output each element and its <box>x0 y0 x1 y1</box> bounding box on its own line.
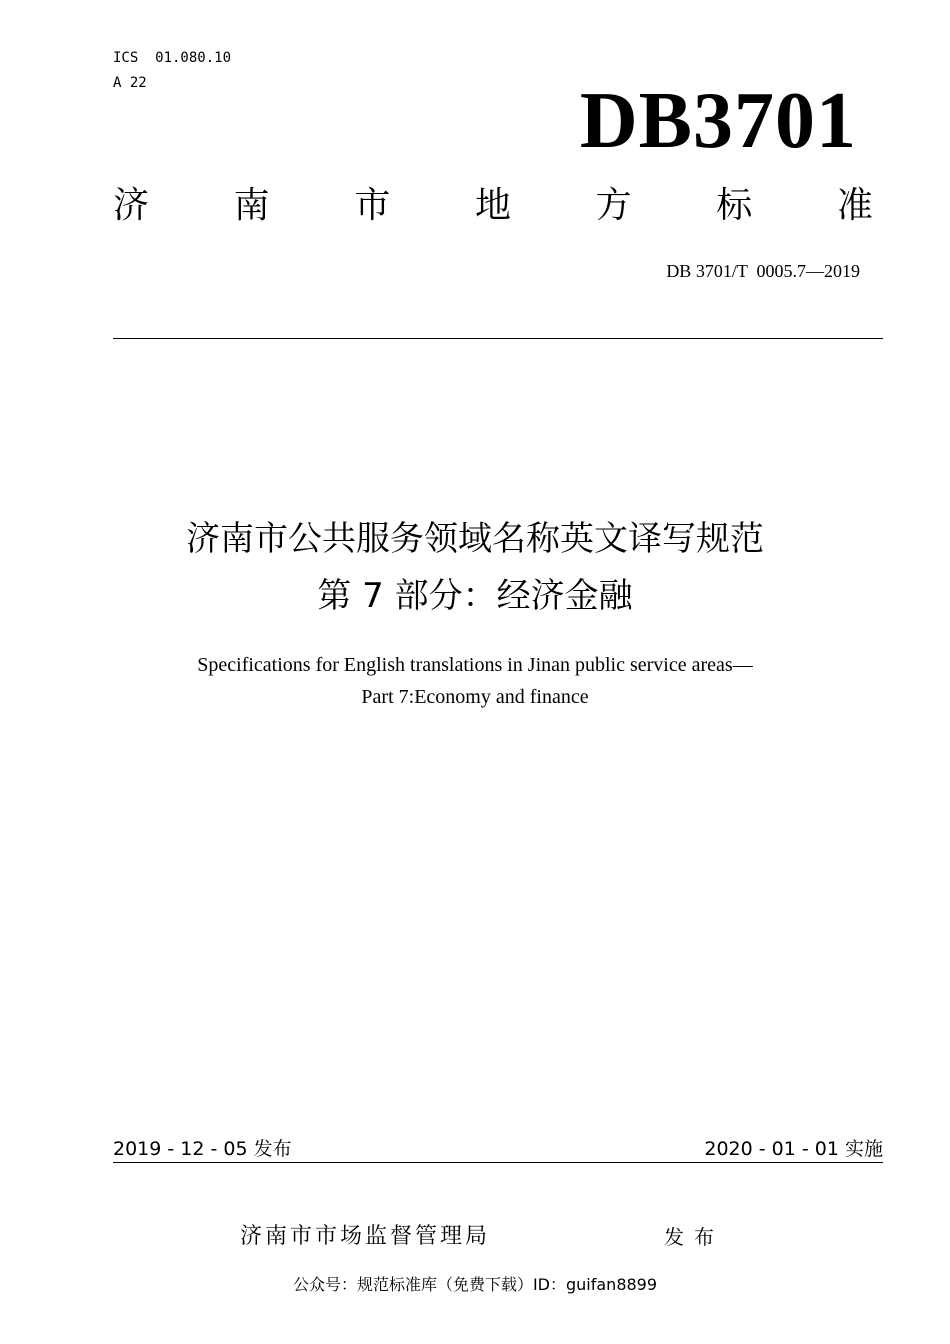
standard-code-logo: DB3701 <box>579 77 857 165</box>
local-standard-char: 标 <box>716 185 753 226</box>
header-divider <box>113 338 883 339</box>
classification-code: A 22 <box>113 75 147 91</box>
local-standard-char: 方 <box>595 185 632 226</box>
implementation-date: 2020 - 01 - 01 实施 <box>704 1138 883 1160</box>
standard-number: DB 3701/T 0005.7—2019 <box>666 261 860 281</box>
title-chinese-main: 济南市公共服务领域名称英文译写规范 <box>186 519 764 559</box>
local-standard-char: 准 <box>836 185 873 226</box>
footer-note: 公众号：规范标准库（免费下载）ID：guifan8899 <box>292 1275 658 1294</box>
publish-label: 发布 <box>664 1225 724 1249</box>
local-standard-char: 市 <box>354 185 391 226</box>
title-english-main: Specifications for English translations in Jinan public service areas— <box>197 654 753 676</box>
footer-divider <box>113 1162 883 1163</box>
title-english-part: Part 7:Economy and finance <box>361 686 589 708</box>
local-standard-char: 地 <box>474 185 511 226</box>
ics-code: ICS 01.080.10 <box>113 50 232 66</box>
local-standard-char: 济 <box>113 185 150 226</box>
local-standard-char: 南 <box>233 185 270 226</box>
issue-date: 2019 - 12 - 05 发布 <box>113 1138 292 1160</box>
issuing-authority: 济南市市场监督管理局 <box>240 1224 491 1249</box>
title-chinese-part: 第 7 部分：经济金融 <box>317 576 633 616</box>
local-standard-label <box>113 184 873 228</box>
